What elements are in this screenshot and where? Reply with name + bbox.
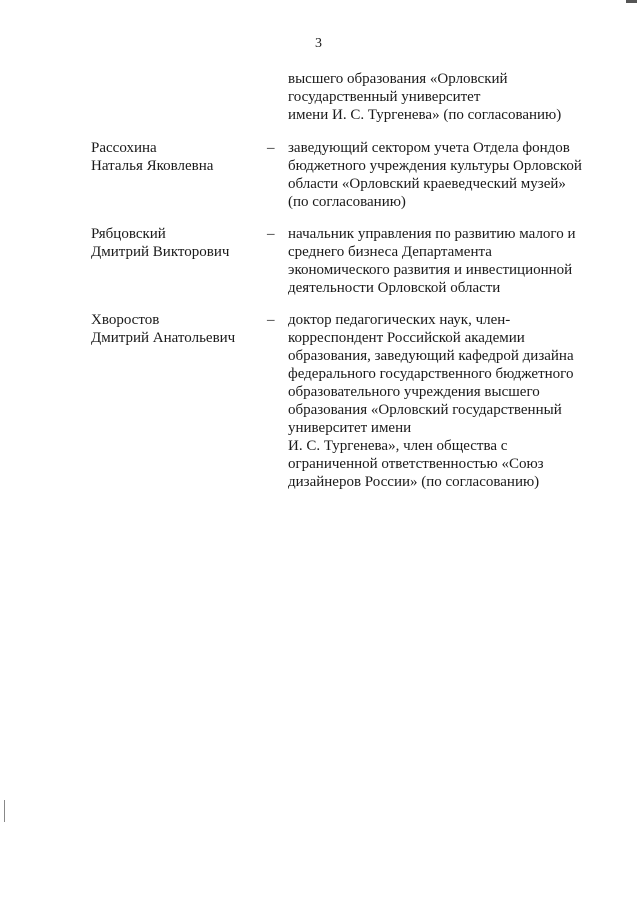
dash-separator: – [267, 312, 275, 328]
position-line: среднего бизнеса Департамента [288, 244, 492, 260]
position-line: заведующий сектором учета Отдела фондов [288, 140, 570, 156]
member-surname: Рассохина [91, 140, 157, 156]
position-line: корреспондент Российской академии [288, 330, 525, 346]
position-line: высшего образования «Орловский [288, 71, 508, 87]
continued-position-text [288, 70, 618, 124]
position-line: экономического развития и инвестиционной [288, 262, 573, 278]
position-line: дизайнеров России» (по согласованию) [288, 474, 540, 490]
member-position [288, 139, 618, 211]
position-line: области «Орловский краеведческий музей» [288, 176, 566, 192]
position-line: начальник управления по развитию малого и [288, 226, 576, 242]
position-line: бюджетного учреждения культуры Орловской [288, 158, 582, 174]
position-line: деятельности Орловской области [288, 280, 501, 296]
position-line: федерального государственного бюджетного [288, 366, 574, 382]
position-line: имени И. С. Тургенева» (по согласованию) [288, 107, 562, 123]
position-line: ограниченной ответственностью «Союз [288, 456, 544, 472]
member-name [91, 225, 271, 261]
member-given-names: Дмитрий Викторович [91, 244, 230, 260]
member-position [288, 225, 618, 297]
position-line: (по согласованию) [288, 194, 406, 210]
position-line: И. С. Тургенева», член общества с [288, 438, 508, 454]
scan-artifact [626, 0, 637, 3]
position-line: образовательного учреждения высшего [288, 384, 540, 400]
member-name [91, 311, 271, 347]
dash-separator: – [267, 226, 275, 242]
member-given-names: Дмитрий Анатольевич [91, 330, 236, 346]
position-line: университет имени [288, 420, 412, 436]
member-position [288, 311, 618, 491]
member-given-names: Наталья Яковлевна [91, 158, 214, 174]
member-name [91, 139, 271, 175]
position-line: образования, заведующий кафедрой дизайна [288, 348, 574, 364]
scan-artifact [4, 800, 5, 822]
position-line: государственный университет [288, 89, 481, 105]
position-line: доктор педагогических наук, член- [288, 312, 511, 328]
member-surname: Хворостов [91, 312, 160, 328]
member-surname: Рябцовский [91, 226, 166, 242]
page-number: 3 [315, 36, 322, 51]
dash-separator: – [267, 140, 275, 156]
position-line: образования «Орловский государственный [288, 402, 562, 418]
